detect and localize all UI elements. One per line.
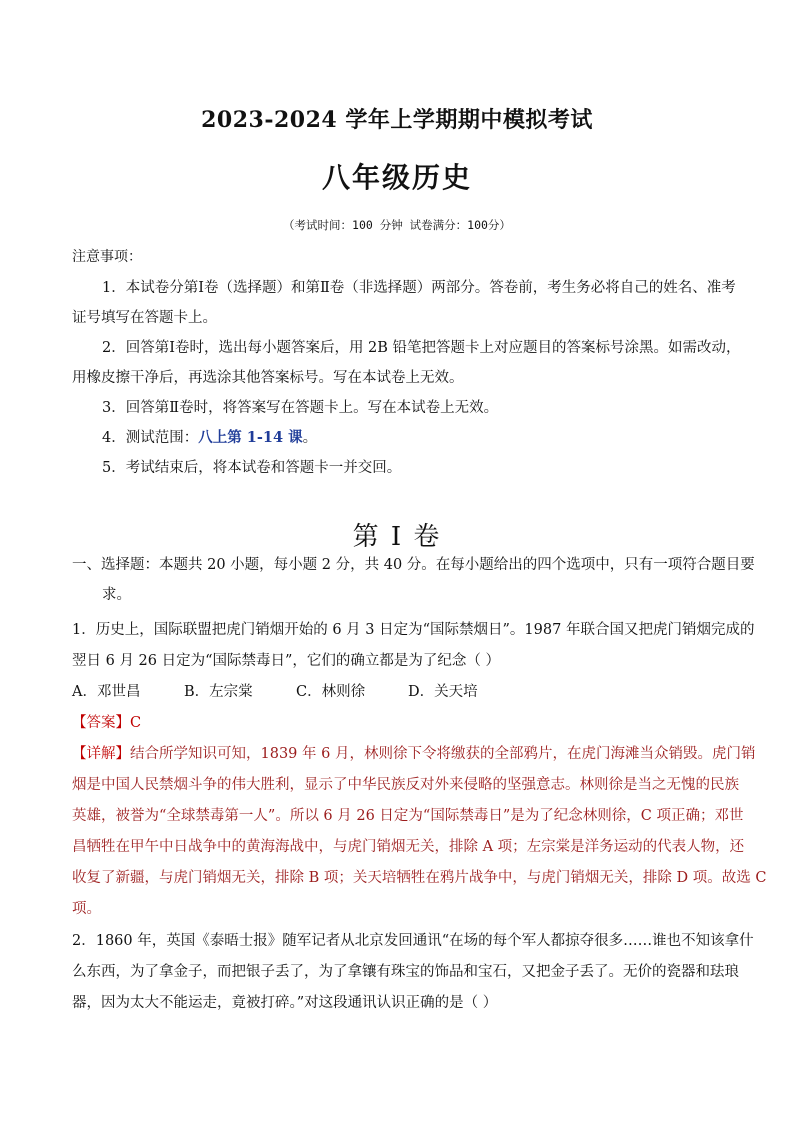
section-line-2: 求。 — [102, 587, 131, 603]
notice-item-2-line-2: 用橡皮擦干净后，再选涂其他答案标号。写在本试卷上无效。 — [72, 370, 464, 386]
section-line-1: 一、选择题：本题共 20 小题，每小题 2 分，共 40 分。在每小题给出的四个选项中，只有一项符合题目要 — [72, 557, 755, 573]
option-a: A．邓世昌 — [72, 684, 141, 700]
part-heading: 第 I 卷 — [352, 522, 442, 552]
notice-item-2-line-1: 2．回答第Ⅰ卷时，选出每小题答案后，用 2B 铅笔把答题卡上对应题目的答案标号涂黑。如需改动， — [102, 340, 741, 356]
notice-item-3: 3．回答第Ⅱ卷时，将答案写在答题卡上。写在本试卷上无效。 — [102, 400, 499, 416]
question-1-explanation — [72, 739, 767, 925]
option-b: B．左宗棠 — [184, 684, 253, 700]
section-instructions — [72, 550, 755, 610]
question-1-line-1: 1．历史上，国际联盟把虎门销烟开始的 6 月 3 日定为“国际禁烟日”。1987 年联合国又把虎门销烟完成的 — [72, 622, 755, 638]
exam-meta: （考试时间：100 分钟 试卷满分：100分） — [283, 218, 511, 232]
explanation-line-3: 英雄，被誉为“全球禁毒第一人”。所以 6 月 26 日定为“国际禁毒日”是为了纪念林则徐，C 项正确；邓世 — [72, 808, 744, 824]
question-1 — [72, 615, 767, 925]
exam-title: 2023-2024 学年上学期期中模拟考试 — [201, 107, 593, 133]
notice-item-1-line-1: 1．本试卷分第Ⅰ卷（选择题）和第Ⅱ卷（非选择题）两部分。答卷前，考生务必将自己的姓名、准考 — [102, 280, 736, 296]
notice-item-4-prefix: 4．测试范围： — [102, 430, 199, 446]
explanation-tag: 【详解】 — [72, 746, 130, 762]
explanation-line-5: 收复了新疆，与虎门销烟无关，排除 B 项；关天培牺牲在鸦片战争中，与虎门销烟无关，排除 D 项。故选 C — [72, 870, 767, 886]
explanation-line-6: 项。 — [72, 901, 101, 917]
question-1-line-2: 翌日 6 月 26 日定为“国际禁毒日”，它们的确立都是为了纪念（ ） — [72, 653, 501, 669]
notice-item-4-suffix: 。 — [302, 430, 318, 446]
notice-list — [72, 273, 741, 483]
explanation-line-1: 结合所学知识可知，1839 年 6 月，林则徐下令将缴获的全部鸦片，在虎门海滩当众销毁。虎门销 — [130, 746, 756, 762]
question-2-line-1: 2．1860 年，英国《泰晤士报》随军记者从北京发回通讯“在场的每个军人都掠夺很多……谁也不知该拿什 — [72, 933, 754, 949]
subject-title: 八年级历史 — [321, 161, 472, 194]
explanation-line-2: 烟是中国人民禁烟斗争的伟大胜利，显示了中华民族反对外来侵略的坚强意志。林则徐是当之无愧的民族 — [72, 777, 739, 793]
notice-item-1-line-2: 证号填写在答题卡上。 — [72, 310, 217, 326]
question-2 — [72, 926, 754, 1019]
test-range: 八上第 1-14 课 — [198, 429, 303, 446]
notice-item-5: 5．考试结束后，将本试卷和答题卡一并交回。 — [102, 460, 402, 476]
option-d: D．关天培 — [408, 684, 478, 700]
notice-item-4 — [72, 423, 727, 453]
question-2-line-2: 么东西，为了拿金子，而把银子丢了，为了拿镶有珠宝的饰品和宝石，又把金子丢了。无价的瓷器和珐琅 — [72, 964, 739, 980]
explanation-line-4: 昌牺牲在甲午中日战争中的黄海海战中，与虎门销烟无关，排除 A 项；左宗棠是洋务运动的代表人物，还 — [72, 839, 745, 855]
question-2-line-3: 器，因为太大不能运走，竟被打碎。”对这段通讯认识正确的是（ ） — [72, 995, 498, 1011]
question-1-answer: 【答案】C — [72, 715, 142, 731]
notice-heading: 注意事项： — [72, 249, 142, 265]
option-c: C．林则徐 — [296, 684, 366, 700]
question-1-options — [72, 677, 732, 708]
